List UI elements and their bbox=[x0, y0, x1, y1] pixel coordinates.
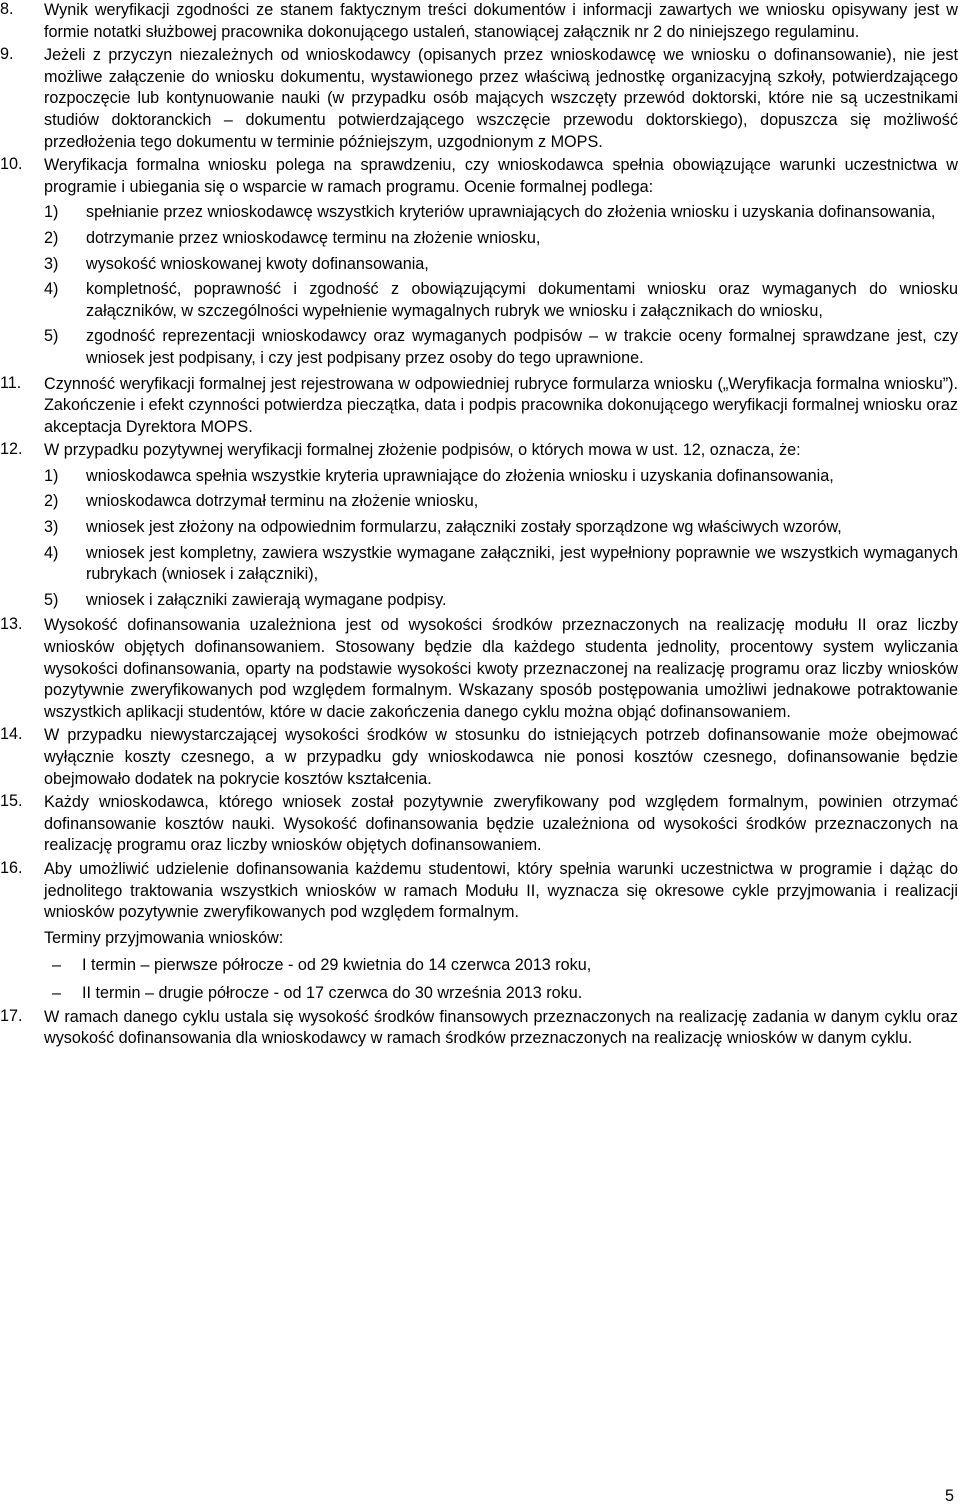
terms-intro: Terminy przyjmowania wniosków: bbox=[44, 928, 284, 947]
sub-item bbox=[44, 517, 958, 539]
paragraph-17 bbox=[0, 1007, 958, 1050]
paragraph-number: 17. bbox=[0, 1006, 23, 1025]
paragraph-number: 14. bbox=[0, 725, 23, 744]
paragraph-16 bbox=[0, 859, 958, 1005]
sub-item bbox=[44, 491, 958, 513]
paragraph-13 bbox=[0, 615, 958, 723]
dash-bullet: – bbox=[52, 983, 62, 1002]
sub-item bbox=[44, 279, 958, 322]
paragraph-text: W przypadku niewystarczającej wysokości środków w stosunku do istniejących potrzeb dofinansowanie może obejmować wyłącznie koszty czesnego, a w przypadku gdy wnioskodawca nie ponosi kosztów czesnego, dofinansowanie będzie obejmowało dodatek na pokrycie kosztów kształcenia. bbox=[44, 726, 958, 788]
sub-item-number: 2) bbox=[44, 228, 59, 247]
sub-item-text: wniosek jest złożony na odpowiednim formularzu, załączniki zostały sporządzone wg właściwych wzorów, bbox=[86, 518, 842, 537]
paragraph-text: Wynik weryfikacji zgodności ze stanem faktycznym treści dokumentów i informacji zawartych we wniosku opisywany jest w formie notatki służbowej pracownika dokonującego ustaleń, stanowiącej załącznik nr 2 do niniejszego regulaminu. bbox=[44, 1, 958, 41]
sub-item-number: 5) bbox=[44, 590, 59, 609]
paragraph-9 bbox=[0, 45, 958, 153]
page-number: 5 bbox=[944, 1487, 954, 1505]
sub-list bbox=[44, 466, 958, 612]
sub-item bbox=[44, 202, 958, 224]
term-item bbox=[44, 983, 958, 1005]
sub-item-number: 1) bbox=[44, 203, 59, 222]
paragraph-8 bbox=[0, 0, 958, 43]
paragraph-12 bbox=[0, 440, 958, 613]
paragraph-number: 16. bbox=[0, 858, 23, 877]
term-item bbox=[44, 955, 958, 977]
sub-item bbox=[44, 228, 958, 250]
paragraph-number: 13. bbox=[0, 615, 23, 634]
sub-item-text: wniosek jest kompletny, zawiera wszystkie wymagane załączniki, jest wypełniony poprawnie we wszystkich wymaganych rubrykach (wniosek i załączniki), bbox=[86, 543, 958, 584]
sub-item-text: dotrzymanie przez wnioskodawcę terminu na złożenie wniosku, bbox=[86, 228, 541, 247]
sub-item bbox=[44, 590, 958, 612]
paragraph-text: Wysokość dofinansowania uzależniona jest od wysokości środków przeznaczonych na realizację modułu II oraz liczby wniosków objętych dofinansowaniem. Stosowany będzie dla każdego studenta jednolity, procentowy system wyliczania wysokości dofinansowania, oparty na podstawie wysokości kwoty przeznaczonej na realizację programu oraz liczby wniosków pozytywnie zweryfikowanych pod względem formalnym. Wskazany sposób postępowania umożliwi jednakowe potraktowanie wszystkich aplikacji studentów, które w dacie zakończenia danego cyklu można objąć dofinansowaniem. bbox=[44, 616, 958, 721]
sub-item-text: wnioskodawca spełnia wszystkie kryteria uprawniające do złożenia wniosku i uzyskania dofinansowania, bbox=[86, 466, 834, 485]
sub-item-number: 4) bbox=[44, 543, 59, 562]
paragraph-number: 11. bbox=[0, 373, 22, 392]
term-text: I termin – pierwsze półrocze - od 29 kwietnia do 14 czerwca 2013 roku, bbox=[82, 956, 592, 975]
sub-item-number: 5) bbox=[44, 327, 59, 346]
sub-item-text: spełnianie przez wnioskodawcę wszystkich kryteriów uprawniających do złożenia wniosku i uzyskania dofinansowania, bbox=[86, 203, 936, 222]
sub-item-text: kompletność, poprawność i zgodność z obowiązującymi dokumentami wniosku oraz wymaganych do wniosku załączników, w szczególności wypełnienie wymagalnych rubryk we wniosku i załącznikach do wniosku, bbox=[86, 280, 958, 320]
sub-item-text: wysokość wnioskowanej kwoty dofinansowania, bbox=[86, 254, 429, 273]
sub-item-number: 3) bbox=[44, 518, 59, 537]
term-text: II termin – drugie półrocze - od 17 czerwca do 30 września 2013 roku. bbox=[82, 983, 583, 1002]
sub-item bbox=[44, 326, 958, 369]
paragraph-text: Weryfikacja formalna wniosku polega na sprawdzeniu, czy wnioskodawca spełnia obowiązujące warunki uczestnictwa w programie i ubiegania się o wsparcie w ramach programu. Ocenie formalnej podlega: bbox=[44, 156, 958, 196]
paragraph-text: W ramach danego cyklu ustala się wysokość środków finansowych przeznaczonych na realizację zadania w danym cyklu oraz wysokość dofinansowania dla wnioskodawcy w ramach środków przeznaczonych na realizację wniosków w danym cyklu. bbox=[44, 1007, 958, 1048]
sub-item bbox=[44, 543, 958, 586]
paragraph-text: W przypadku pozytywnej weryfikacji formalnej złożenie podpisów, o których mowa w ust. 12, oznacza, że: bbox=[44, 441, 801, 460]
sub-item-text: wniosek i załączniki zawierają wymagane podpisy. bbox=[86, 590, 447, 609]
paragraph-15 bbox=[0, 792, 958, 857]
sub-item bbox=[44, 254, 958, 276]
paragraph-text: Czynność weryfikacji formalnej jest rejestrowana w odpowiedniej rubryce formularza wniosku („Weryfikacja formalna wniosku”). Zakończenie i efekt czynności potwierdza pieczątka, data i podpis pracownika dokonującego weryfikacji formalnej wniosku oraz akceptacja Dyrektora MOPS. bbox=[44, 374, 958, 436]
paragraph-10 bbox=[0, 155, 958, 371]
sub-item bbox=[44, 466, 958, 488]
paragraph-text: Aby umożliwić udzielenie dofinansowania każdemu studentowi, który spełnia warunki uczestnictwa w programie i dążąc do jednolitego traktowania wszystkich wniosków w ramach Modułu II, wyznacza się okresowe cykle przyjmowania i realizacji wniosków pozytywnie zweryfikowanych pod względem formalnym. bbox=[44, 859, 958, 922]
sub-item-number: 1) bbox=[44, 466, 59, 485]
paragraph-14 bbox=[0, 725, 958, 790]
sub-item-text: wnioskodawca dotrzymał terminu na złożenie wniosku, bbox=[86, 492, 479, 511]
paragraph-11 bbox=[0, 374, 958, 439]
paragraph-number: 15. bbox=[0, 792, 23, 811]
paragraph-number: 8. bbox=[0, 0, 14, 18]
sub-item-number: 3) bbox=[44, 254, 59, 273]
paragraph-number: 9. bbox=[0, 45, 14, 64]
sub-item-number: 2) bbox=[44, 492, 59, 511]
paragraph-text: Każdy wnioskodawca, którego wniosek został pozytywnie zweryfikowany pod względem formalnym, powinien otrzymać dofinansowanie kosztów nauki. Wysokość dofinansowania będzie uzależniona od wysokości środków przeznaczonych na realizację programu oraz liczby wniosków objętych dofinansowaniem. bbox=[44, 793, 958, 855]
sub-item-number: 4) bbox=[44, 280, 59, 299]
paragraph-number: 10. bbox=[0, 155, 23, 174]
paragraph-text: Jeżeli z przyczyn niezależnych od wnioskodawcy (opisanych przez wnioskodawcę we wniosku o dofinansowanie), nie jest możliwe załączenie do wniosku dokumentu, wystawionego przez właściwą jednostkę organizacyjną szkoły, potwierdzającego rozpoczęcie lub kontynuowanie nauki (w przypadku osób mających wszczęty przewód doktorski, które nie są uczestnikami studiów doktoranckich – dokumentu potwierdzającego wszczęcie przewodu doktorskiego), dopuszcza się możliwość przedłożenia tego dokumentu w terminie późniejszym, uzgodnionym z MOPS. bbox=[44, 46, 958, 151]
paragraph-number: 12. bbox=[0, 440, 23, 459]
dash-bullet: – bbox=[52, 956, 62, 975]
sub-list bbox=[44, 202, 958, 369]
sub-item-text: zgodność reprezentacji wnioskodawcy oraz wymaganych podpisów – w trakcie oceny formalnej sprawdzane jest, czy wniosek jest podpisany, i czy jest podpisany przez osoby do tego uprawnione. bbox=[86, 327, 958, 367]
